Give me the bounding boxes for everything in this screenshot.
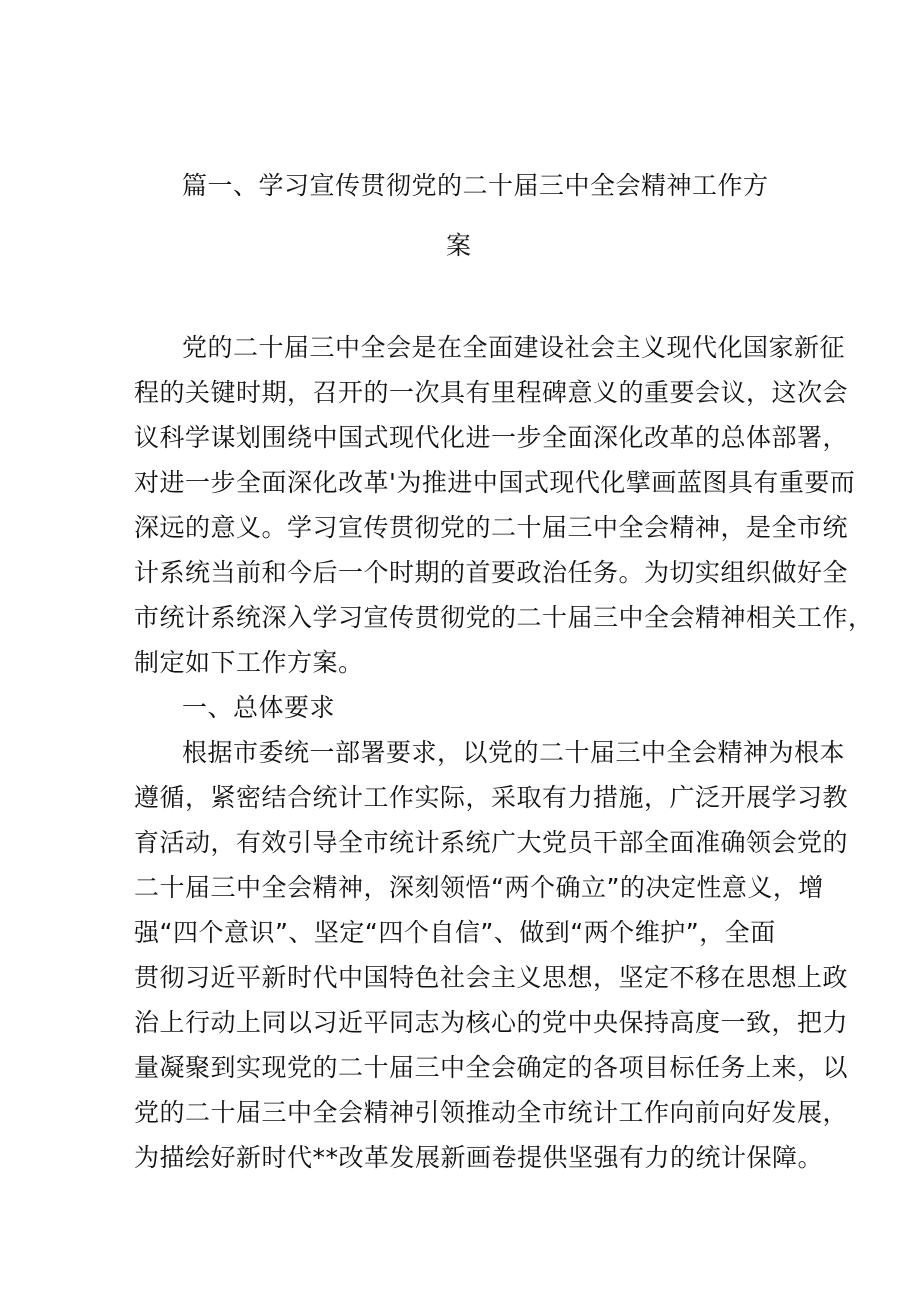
paragraph-2-line: 强“四个意识”、坚定“四个自信”、做到“两个维护”，全面 [134,918,776,947]
paragraph-2-line: 贯彻习近平新时代中国特色社会主义思想，坚定不移在思想上政 [134,963,849,992]
paragraph-2-line: 党的二十届三中全会精神引领推动全市统计工作向前向好发展， [134,1098,849,1127]
paragraph-2-line: 根据市委统一部署要求，以党的二十届三中全会精神为根本 [182,738,846,767]
paragraph-2-line: 为描绘好新时代**改革发展新画卷提供坚强有力的统计保障。 [134,1143,824,1172]
paragraph-1-line: 党的二十届三中全会是在全面建设社会主义现代化国家新征 [182,333,846,362]
paragraph-2-line: 量凝聚到实现党的二十届三中全会确定的各项目标任务上来，以 [134,1053,849,1082]
paragraph-1-line: 对进一步全面深化改革'为推进中国式现代化擘画蓝图具有重要而 [134,468,856,497]
document-title-line-1: 篇一、学习宣传贯彻党的二十届三中全会精神工作方 [182,171,769,200]
paragraph-2-line: 二十届三中全会精神，深刻领悟“两个确立”的决定性意义，增 [134,873,824,902]
paragraph-1-line: 制定如下工作方案。 [134,648,364,677]
paragraph-1-line: 深远的意义。学习宣传贯彻党的二十届三中全会精神，是全市统 [134,513,849,542]
paragraph-2-line: 育活动，有效引导全市统计系统广大党员干部全面准确领会党的 [134,828,849,857]
paragraph-1-line: 市统计系统深入学习宣传贯彻党的二十届三中全会精神相关工作， [134,603,874,632]
paragraph-1-line: 程的关键时期，召开的一次具有里程碑意义的重要会议，这次会 [134,378,849,407]
paragraph-1-line: 计系统当前和今后一个时期的首要政治任务。为切实组织做好全 [134,558,849,587]
paragraph-1-line: 议科学谋划围绕中国式现代化进一步全面深化改革的总体部署， [134,423,849,452]
paragraph-2-line: 遵循，紧密结合统计工作实际，采取有力措施，广泛开展学习教 [134,783,849,812]
document-title-line-2: 案 [446,231,472,260]
paragraph-2-line: 治上行动上同以习近平同志为核心的党中央保持高度一致，把力 [134,1008,849,1037]
section-heading: 一、总体要求 [182,693,336,722]
